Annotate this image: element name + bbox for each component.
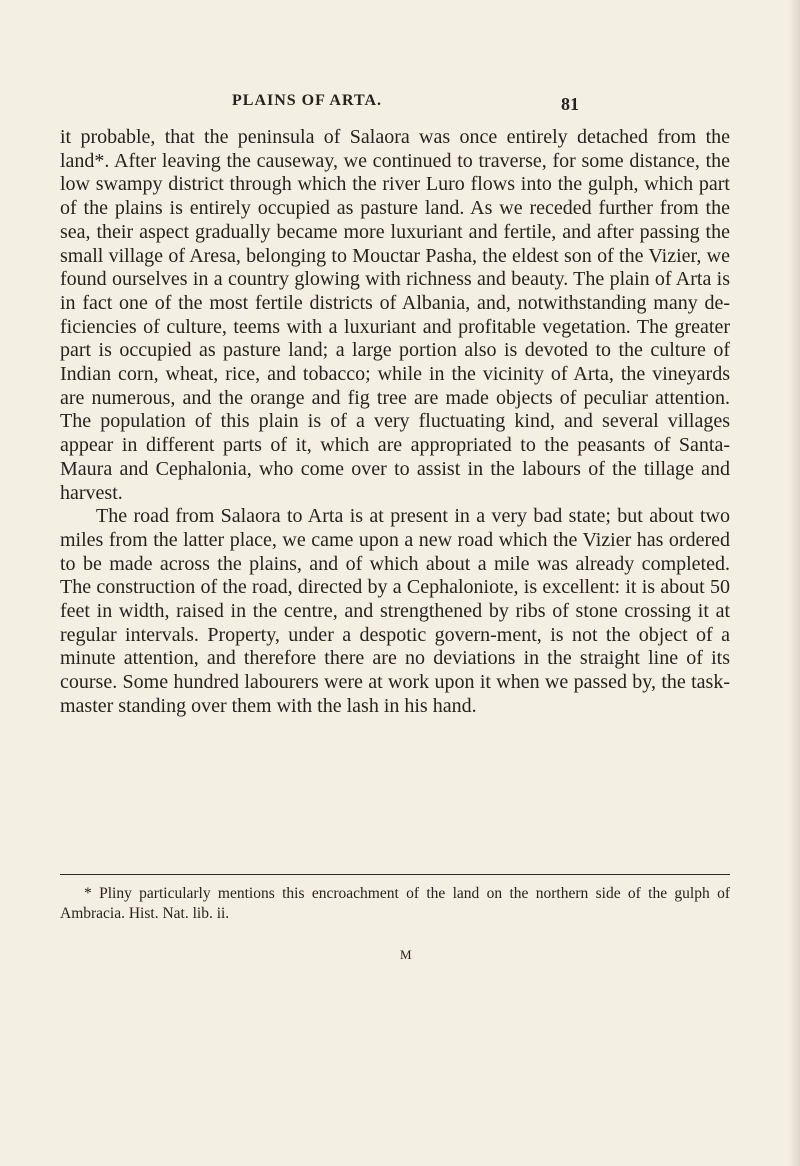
footnote [60, 884, 730, 924]
page-header [0, 92, 800, 114]
running-head: PLAINS OF ARTA. [232, 92, 383, 109]
page-number: 81 [561, 94, 579, 114]
paragraph-2: The road from Salaora to Arta is at present in a very bad state; but about two miles from the latter place, we came upon a new road which the Vizier has ordered to be made across the plains, and of which about a mile was already completed. The construction of the road, directed by a Cephaloniote, is excellent: it is about 50 feet in width, raised in the centre, and strengthened by ribs of stone crossing it at regular intervals. Property, under a despotic govern-ment, is not the object of a minute attention, and therefore there are no deviations in the straight line of its course. Some hundred labourers were at work upon it when we passed by, the task-master standing over them with the lash in his hand. [60, 505, 730, 717]
paragraph-1: it probable, that the peninsula of Salaora was once entirely detached from the land*. After leaving the causeway, we continued to traverse, for some distance, the low swampy district through which the river Luro flows into the gulph, which part of the plains is entirely occupied as pasture land. As we receded further from the sea, their aspect gradually became more luxuriant and fertile, and after passing the small village of Aresa, belonging to Mouctar Pasha, the eldest son of the Vizier, we found ourselves in a country glowing with richness and beauty. The plain of Arta is in fact one of the most fertile districts of Albania, and, notwithstanding many de-ficiencies of culture, teems with a luxuriant and profitable vegetation. The greater part is occupied as pasture land; a large portion also is devoted to the culture of Indian corn, wheat, rice, and tobacco; while in the vicinity of Arta, the vineyards are numerous, and the orange and fig tree are made objects of peculiar attention. The population of this plain is of a very fluctuating kind, and several villages appear in different parts of it, which are appropriated to the peasants of Santa-Maura and Cephalonia, who come over to assist in the labours of the tillage and harvest. [60, 126, 730, 504]
footnote-text: * Pliny particularly mentions this encroachment of the land on the northern side of the gulph of Ambracia. Hist. Nat. lib. ii. [60, 885, 730, 922]
body-text [60, 126, 730, 719]
page-edge-shadow [788, 0, 800, 1166]
footnote-rule [60, 874, 730, 875]
printer-signature: M [400, 947, 412, 962]
